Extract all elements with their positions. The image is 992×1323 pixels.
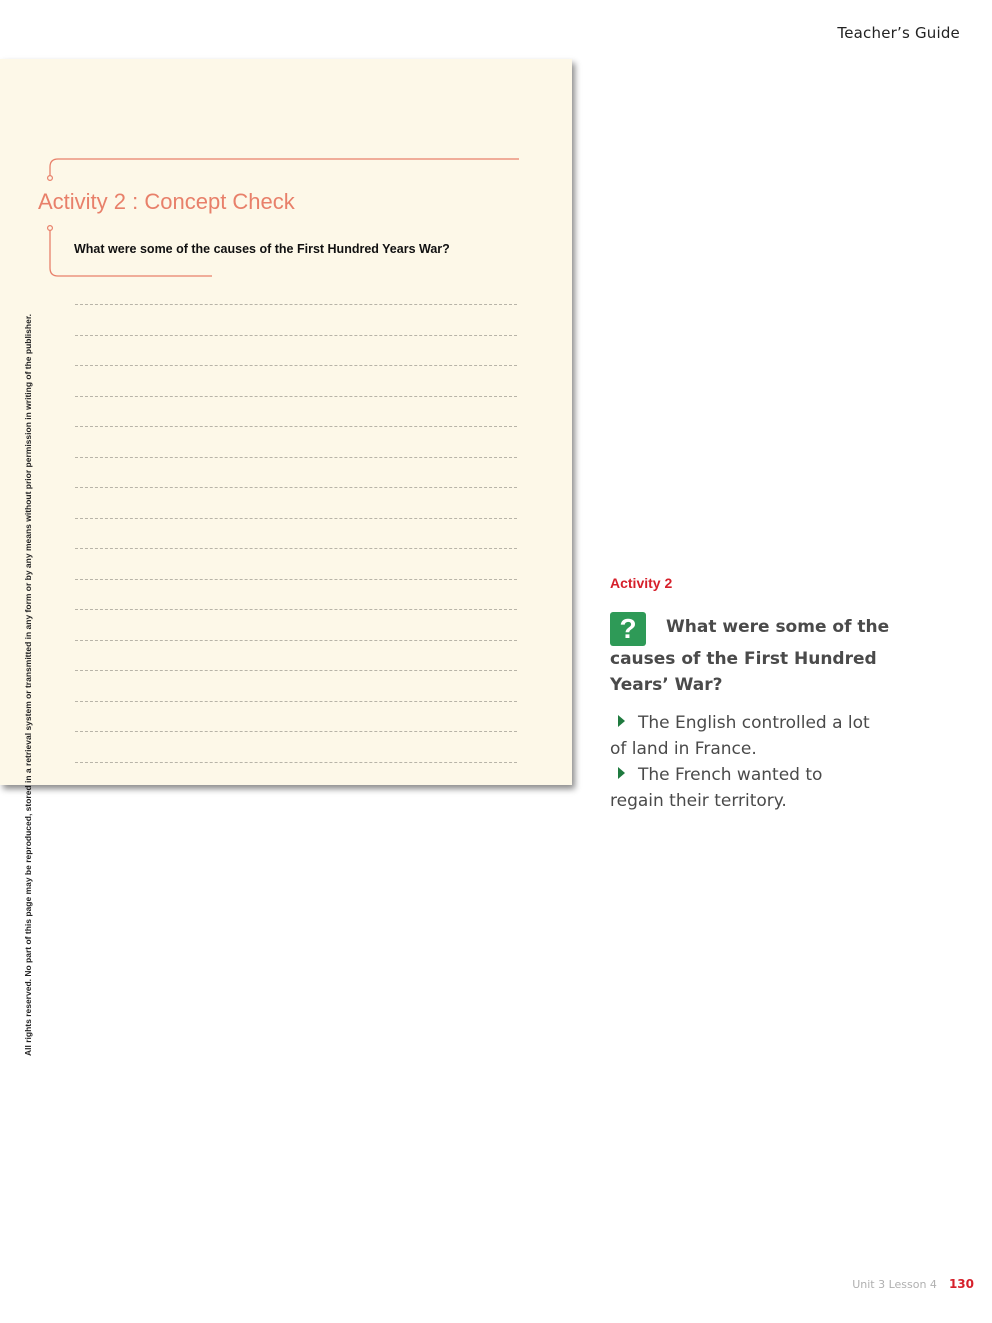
question-mark-icon: ? <box>610 612 646 646</box>
answer-line[interactable] <box>75 701 517 702</box>
answer-line[interactable] <box>75 457 517 458</box>
answer-text: The French wanted to regain their territory. <box>610 765 823 811</box>
answer-line[interactable] <box>75 365 517 366</box>
answer-line[interactable] <box>75 335 517 336</box>
answer-list <box>610 710 870 814</box>
answer-text: The English controlled a lot of land in France. <box>610 713 870 759</box>
answer-line[interactable] <box>75 640 517 641</box>
answer-line[interactable] <box>75 609 517 610</box>
worksheet-title: Activity 2 : Concept Check <box>38 189 295 214</box>
answer-line[interactable] <box>75 426 517 427</box>
answer-line[interactable] <box>75 304 517 305</box>
copyright-notice: All rights reserved. No part of this page may be reproduced, stored in a retrieval system or transmitted in any form or by any means without prior permission in writing of the publisher. <box>23 313 33 1056</box>
answer-line[interactable] <box>75 518 517 519</box>
page-footer <box>852 1277 974 1291</box>
answer-line[interactable] <box>75 762 517 763</box>
bullet-triangle-icon <box>618 767 625 779</box>
bullet-triangle-icon <box>618 715 625 727</box>
answer-line[interactable] <box>75 396 517 397</box>
answer-line[interactable] <box>75 731 517 732</box>
answer-item <box>610 710 870 762</box>
answer-line[interactable] <box>75 579 517 580</box>
answer-line[interactable] <box>75 548 517 549</box>
worksheet-question: What were some of the causes of the First Hundred Years War? <box>74 242 450 256</box>
worksheet-page <box>0 59 572 785</box>
page-number: 130 <box>948 1277 974 1291</box>
guide-title: Teacher’s Guide <box>837 24 960 42</box>
answer-line[interactable] <box>75 670 517 671</box>
teacher-question-text: What were some of the causes of the First Hundred Years’ War? <box>610 617 890 695</box>
answer-item <box>610 762 870 814</box>
answer-line[interactable] <box>75 487 517 488</box>
teacher-question <box>610 614 890 698</box>
answer-lines[interactable] <box>75 304 517 792</box>
unit-lesson-label: Unit 3 Lesson 4 <box>852 1278 937 1291</box>
activity-label: Activity 2 <box>610 575 673 591</box>
